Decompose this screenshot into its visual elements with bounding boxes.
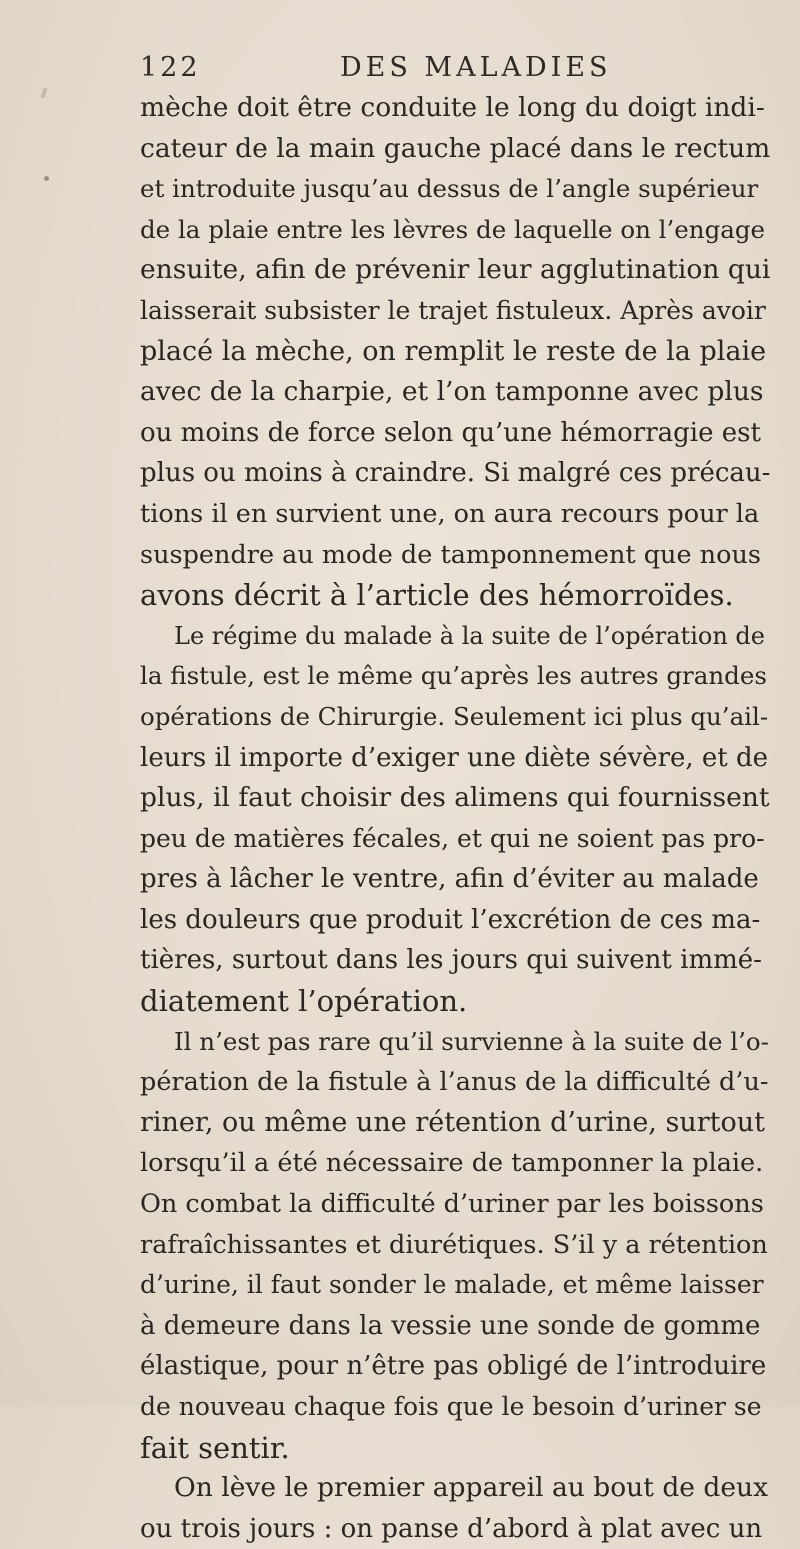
- body-text: [140, 88, 770, 1549]
- text-line: de la plaie entre les lèvres de laquelle on l’engage: [140, 214, 766, 244]
- text-line: avons décrit à l’article des hémorroïdes.: [140, 578, 734, 613]
- text-line: rafraîchissantes et diurétiques. S’il y a rétention: [140, 1229, 768, 1260]
- page-number: 122: [140, 52, 201, 83]
- text-line: cateur de la main gauche placé dans le rectum: [140, 132, 770, 164]
- text-line: tières, surtout dans les jours qui suivent immé-: [140, 945, 762, 976]
- text-line: laisserait subsister le trajet fistuleux. Après avoir: [140, 295, 766, 325]
- text-line: pération de la fistule à l’anus de la difficulté d’u-: [140, 1067, 769, 1098]
- text-line: plus ou moins à craindre. Si malgré ces précau-: [140, 458, 770, 489]
- text-line: mèche doit être conduite le long du doigt indi-: [140, 92, 765, 123]
- text-line: peu de matières fécales, et qui ne soient pas pro-: [140, 823, 765, 853]
- text-line: On lève le premier appareil au bout de deux: [174, 1472, 769, 1504]
- text-line: fait sentir.: [140, 1430, 290, 1465]
- text-line: Le régime du malade à la suite de l’opération de: [174, 621, 765, 650]
- text-line: ou moins de force selon qu’une hémorragie est: [140, 417, 761, 448]
- text-line: tions il en survient une, on aura recours pour la: [140, 498, 760, 529]
- text-line: opérations de Chirurgie. Seulement ici plus qu’ail-: [140, 701, 769, 731]
- text-line: à demeure dans la vessie une sonde de gomme: [140, 1310, 761, 1341]
- margin-smudge: [40, 88, 47, 99]
- text-line: les douleurs que produit l’excrétion de ces ma-: [140, 904, 761, 935]
- text-line: diatement l’opération.: [140, 984, 468, 1019]
- page-header: [140, 52, 700, 92]
- text-line: plus, il faut choisir des alimens qui fournissent: [140, 782, 770, 814]
- text-line: pres à lâcher le ventre, afin d’éviter au malade: [140, 864, 759, 895]
- text-line: riner, ou même une rétention d’urine, surtout: [140, 1106, 765, 1138]
- text-line: Il n’est pas rare qu’il survienne à la suite de l’o-: [174, 1026, 769, 1056]
- running-title: DES MALADIES: [340, 52, 612, 83]
- text-line: élastique, pour n’être pas obligé de l’introduire: [140, 1351, 767, 1382]
- text-line: avec de la charpie, et l’on tamponne avec plus: [140, 376, 764, 408]
- text-line: la fistule, est le même qu’après les autres grandes: [140, 661, 767, 691]
- text-line: suspendre au mode de tamponnement que nous: [140, 539, 761, 570]
- text-line: d’urine, il faut sonder le malade, et même laisser: [140, 1270, 764, 1300]
- text-line: lorsqu’il a été nécessaire de tamponner la plaie.: [140, 1148, 764, 1179]
- text-line: de nouveau chaque fois que le besoin d’uriner se: [140, 1392, 762, 1421]
- text-line: ou trois jours : on panse d’abord à plat avec un: [140, 1513, 763, 1544]
- margin-dot: [44, 176, 49, 181]
- text-line: et introduite jusqu’au dessus de l’angle supérieur: [140, 174, 759, 204]
- text-line: placé la mèche, on remplit le reste de la plaie: [140, 335, 767, 367]
- text-line: ensuite, afin de prévenir leur agglutination qui: [140, 254, 770, 286]
- text-line: leurs il importe d’exiger une diète sévère, et de: [140, 742, 769, 773]
- text-line: On combat la difficulté d’uriner par les boissons: [140, 1189, 764, 1220]
